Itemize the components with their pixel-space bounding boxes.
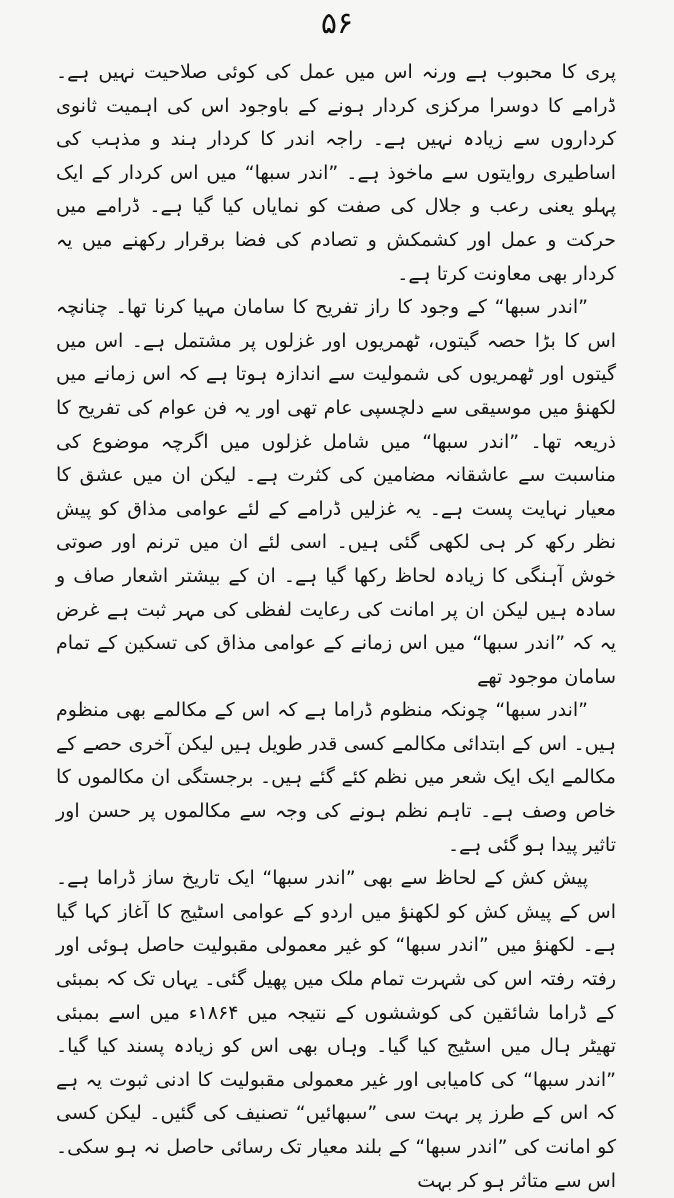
paragraph-3: ”اندر سبھا“ چونکہ منظوم ڈراما ہے کہ اس کے مکالمے بھی منظوم ہیں۔ اس کے ابتدائی مکالمے کسی قدر طویل ہیں لیکن آخری حصے کے مکالمے ایک ایک شعر میں نظم کئے گئے ہیں۔ برجستگی ان مکالموں کا خاص وصف ہے۔ تاہم نظم ہونے کی وجہ سے مکالموں پر حسن اور تاثیر پیدا ہو گئی ہے۔ bbox=[56, 699, 616, 856]
page-number: ۵۶ bbox=[320, 6, 354, 41]
paragraph-4: پیش کش کے لحاظ سے بھی ”اندر سبھا“ ایک تاریخ ساز ڈراما ہے۔ اس کے پیش کش کو لکھنؤ میں اردو کے عوامی اسٹیج کا آغاز کہا گیا ہے۔ لکھنؤ میں ”اندر سبھا“ کو غیر معمولی مقبولیت حاصل ہوئی اور رفتہ رفتہ اس کی شہرت تمام ملک میں پھیل گئی۔ یہاں تک کہ بمبئی کے ڈراما شائقین کی کوششوں کے نتیجہ میں ۱۸۶۴ء میں اسے بمبئی تھیٹر ہال میں اسٹیج کیا گیا۔ وہاں بھی اس کو زیادہ پسند کیا گیا۔ ”اندر سبھا“ کی کامیابی اور غیر معمولی مقبولیت کا ادنی ثبوت یہ ہے کہ اس کے طرز پر بہت سی ”سبھائیں“ تصنیف کی گئیں۔ لیکن کسی کو امانت کی ”اندر سبھا“ کے بلند معیار تک رسائی حاصل نہ ہو سکی۔ اس سے متاثر ہو کر بہت bbox=[56, 867, 616, 1192]
page-body-text bbox=[56, 56, 616, 1198]
paragraph-2: ”اندر سبھا“ کے وجود کا راز تفریح کا سامان مہیا کرنا تھا۔ چنانچہ اس کا بڑا حصہ گیتوں، ٹھمریوں اور غزلوں پر مشتمل ہے۔ اس میں گیتوں اور ٹھمریوں کی شمولیت سے اندازہ ہوتا ہے کہ اس زمانے میں لکھنؤ میں موسیقی سے دلچسپی عام تھی اور یہ فن عوام کی تفریح کا ذریعہ تھا۔ ”اندر سبھا“ میں شامل غزلوں میں اگرچہ موضوع کی مناسبت سے عاشقانہ مضامین کی کثرت ہے۔ لیکن ان میں عشق کا معیار نہایت پست ہے۔ یہ غزلیں ڈرامے کے لئے عوامی مذاق کو پیش نظر رکھ کر ہی لکھی گئی ہیں۔ اسی لئے ان میں ترنم اور صوتی خوش آہنگی کا زیادہ لحاظ رکھا گیا ہے۔ ان کے بیشتر اشعار صاف و سادہ ہیں لیکن ان پر امانت کی رعایت لفظی کی مہر ثبت ہے غرض یہ کہ ”اندر سبھا“ میں اس زمانے کے عوامی مذاق کی تسکین کے تمام سامان موجود تھے bbox=[56, 296, 616, 688]
paragraph-1: پری کا محبوب ہے ورنہ اس میں عمل کی کوئی صلاحیت نہیں ہے۔ ڈرامے کا دوسرا مرکزی کردار ہونے کے باوجود اس کی اہمیت ثانوی کرداروں سے زیادہ نہیں ہے۔ راجہ اندر کا کردار ہند و مذہب کی اساطیری روایتوں سے ماخوذ ہے۔ ”اندر سبھا“ میں اس کردار کے ایک پہلو یعنی رعب و جلال کی صفت کو نمایاں کیا گیا ہے۔ ڈرامے میں حرکت و عمل اور کشمکش و تصادم کی فضا برقرار رکھنے میں یہ کردار بھی معاونت کرتا ہے۔ bbox=[56, 61, 616, 285]
